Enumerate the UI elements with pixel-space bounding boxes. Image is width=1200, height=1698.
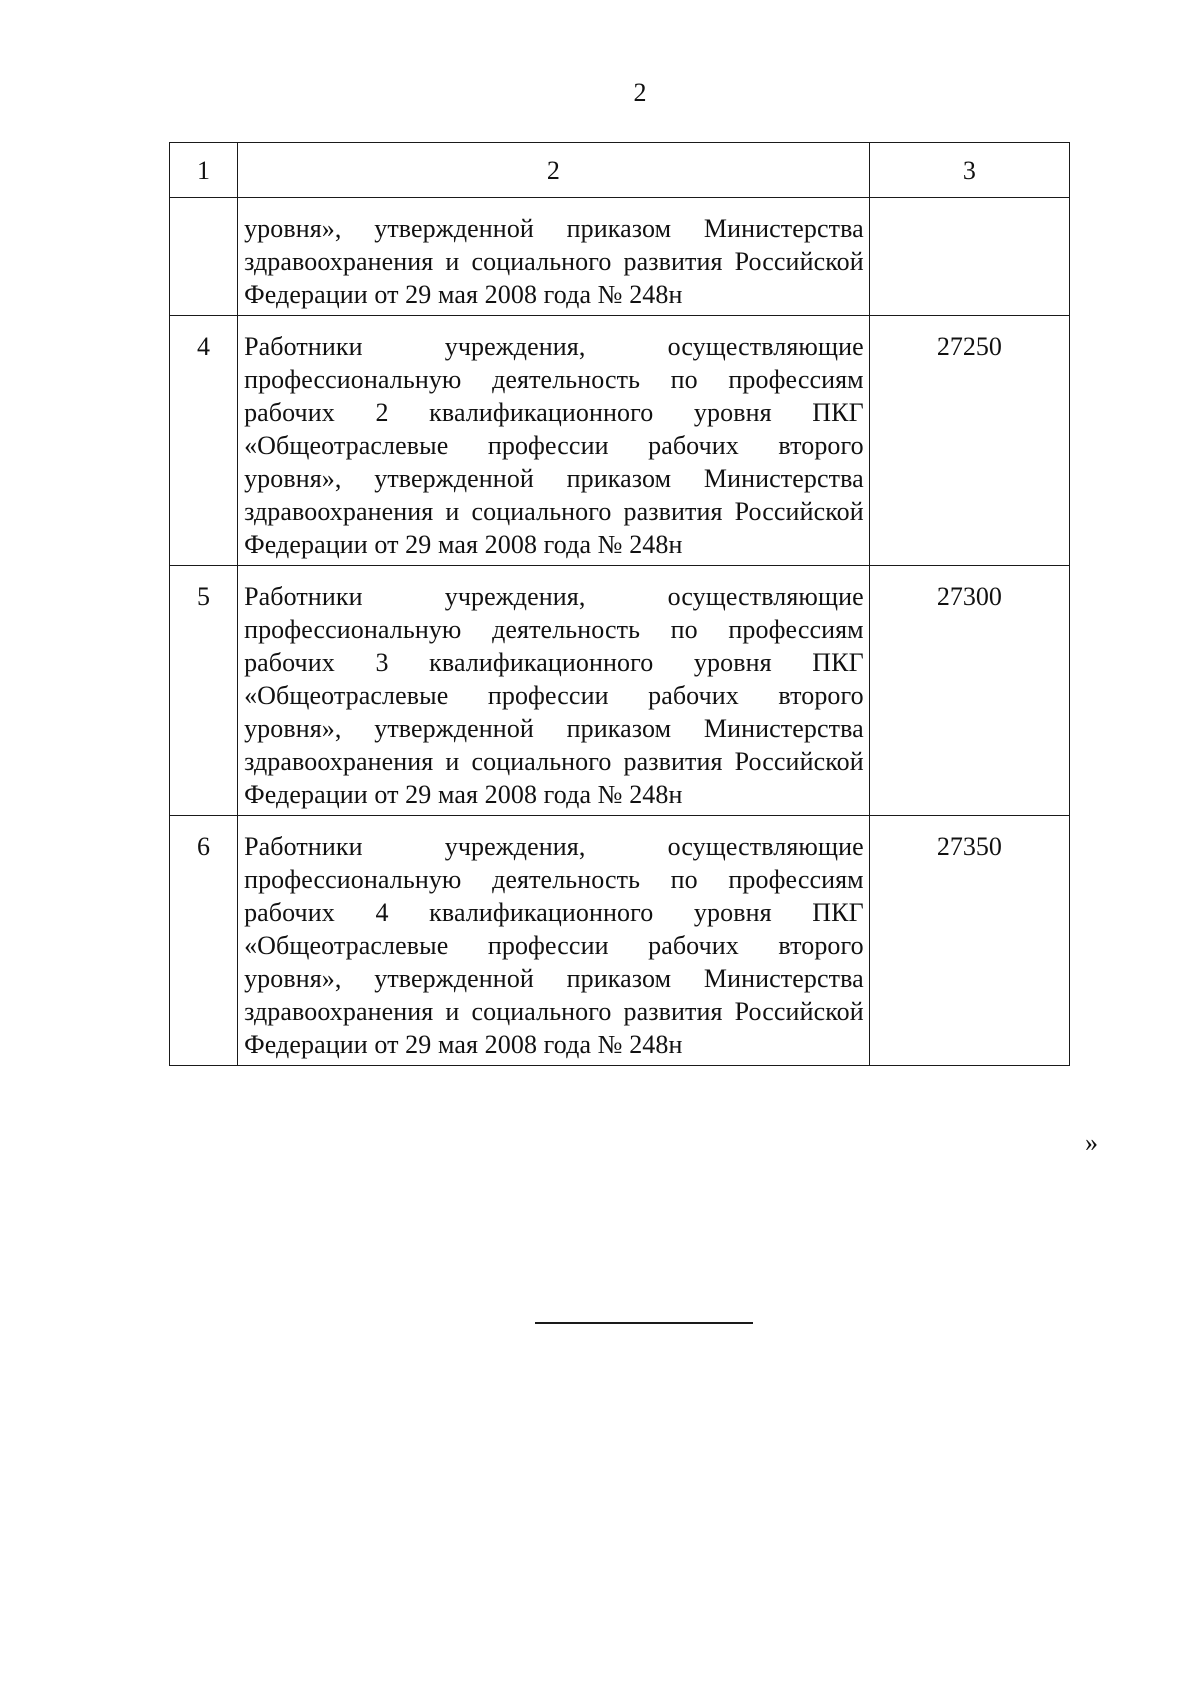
row-description: Работники учреждения, осуществляющие профессиональную деятельность по профессиям рабочих 2 квалификационного уровня ПКГ «Общеотраслевые профессии рабочих второго уровня», утвержденной приказом Министерства здравоохранения и социального развития Российской Федерации от 29 мая 2008 года № 248н: [238, 316, 870, 566]
end-of-document-line: [535, 1322, 753, 1324]
row-value: [869, 198, 1069, 316]
salary-table: [169, 142, 1070, 1066]
row-description: уровня», утвержденной приказом Министерства здравоохранения и социального развития Российской Федерации от 29 мая 2008 года № 248н: [238, 198, 870, 316]
row-value: 27350: [869, 816, 1069, 1066]
table-row: [170, 316, 1070, 566]
row-number: [170, 198, 238, 316]
row-description: Работники учреждения, осуществляющие профессиональную деятельность по профессиям рабочих 4 квалификационного уровня ПКГ «Общеотраслевые профессии рабочих второго уровня», утвержденной приказом Министерства здравоохранения и социального развития Российской Федерации от 29 мая 2008 года № 248н: [238, 816, 870, 1066]
table-row: [170, 198, 1070, 316]
table-row: [170, 566, 1070, 816]
row-value: 27300: [869, 566, 1069, 816]
closing-quote: »: [1085, 1128, 1098, 1157]
row-number: 5: [170, 566, 238, 816]
row-number: 4: [170, 316, 238, 566]
row-value: 27250: [869, 316, 1069, 566]
header-col-1: 1: [170, 143, 238, 198]
table-header-row: [170, 143, 1070, 198]
header-col-2: 2: [238, 143, 870, 198]
row-number: 6: [170, 816, 238, 1066]
table-row: [170, 816, 1070, 1066]
row-description: Работники учреждения, осуществляющие профессиональную деятельность по профессиям рабочих 3 квалификационного уровня ПКГ «Общеотраслевые профессии рабочих второго уровня», утвержденной приказом Министерства здравоохранения и социального развития Российской Федерации от 29 мая 2008 года № 248н: [238, 566, 870, 816]
page-number: 2: [633, 78, 647, 107]
header-col-3: 3: [869, 143, 1069, 198]
